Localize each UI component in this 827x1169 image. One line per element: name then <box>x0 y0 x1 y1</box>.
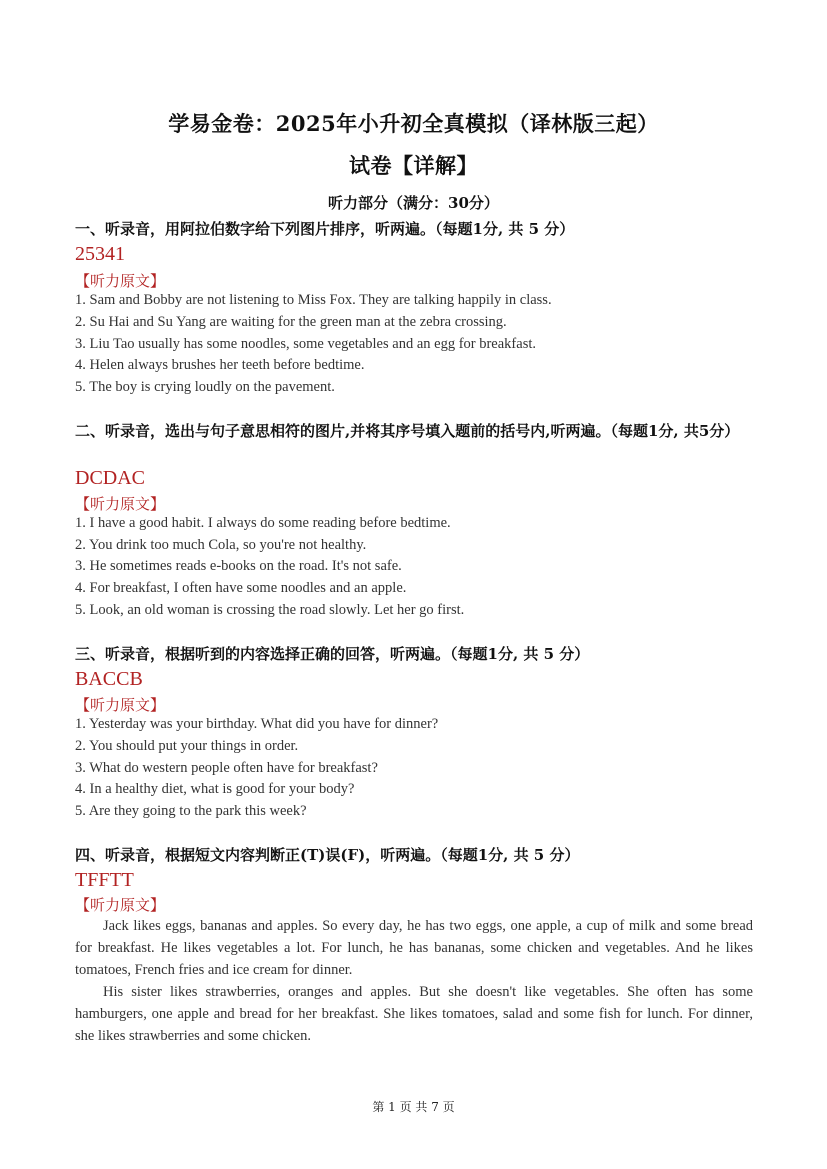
section-1-transcript-label: 【听力原文】 <box>75 272 166 290</box>
section-4-answer: TFFTT <box>75 869 134 891</box>
transcript-line: 3. Liu Tao usually has some noodles, some vegetables and an egg for breakfast. <box>75 336 536 352</box>
section-1-heading: 一、听录音，用阿拉伯数字给下列图片排序，听两遍。（每题1分, 共 5 分） <box>75 220 575 238</box>
transcript-line: 4. In a healthy diet, what is good for your body? <box>75 781 355 797</box>
transcript-line: 4. For breakfast, I often have some noodles and an apple. <box>75 580 407 596</box>
transcript-line: 5. The boy is crying loudly on the pavement. <box>75 379 335 395</box>
section-4-transcript-label: 【听力原文】 <box>75 896 166 914</box>
transcript-line: 2. Su Hai and Su Yang are waiting for the green man at the zebra crossing. <box>75 314 507 330</box>
transcript-line: 1. Sam and Bobby are not listening to Miss Fox. They are talking happily in class. <box>75 292 552 308</box>
section-3-answer: BACCB <box>75 668 143 690</box>
transcript-line: 3. What do western people often have for breakfast? <box>75 760 378 776</box>
transcript-line: 2. You should put your things in order. <box>75 738 299 754</box>
listening-part-heading: 听力部分（满分：30分） <box>328 194 499 212</box>
section-3-heading: 三、听录音，根据听到的内容选择正确的回答，听两遍。（每题1分, 共 5 分） <box>75 645 590 663</box>
section-4-heading: 四、听录音，根据短文内容判断正(T)误(F)，听两遍。（每题1分, 共 5 分） <box>75 846 580 864</box>
page-number: 第 1 页 共 7 页 <box>372 1100 455 1114</box>
transcript-line: 1. I have a good habit. I always do some reading before bedtime. <box>75 515 451 531</box>
section-3-transcript-label: 【听力原文】 <box>75 696 166 714</box>
transcript-line: 5. Look, an old woman is crossing the road slowly. Let her go first. <box>75 602 465 618</box>
transcript-line: 3. He sometimes reads e-books on the road. It's not safe. <box>75 558 402 574</box>
transcript-line: 5. Are they going to the park this week? <box>75 803 307 819</box>
document-title: 学易金卷：2025年小升初全真模拟（译林版三起） <box>168 111 659 136</box>
transcript-line: 2. You drink too much Cola, so you're not healthy. <box>75 537 367 553</box>
section-2-transcript-label: 【听力原文】 <box>75 495 166 513</box>
section-2-heading: 二、听录音，选出与句子意思相符的图片,并将其序号填入题前的括号内,听两遍。（每题1分, 共5分） <box>75 422 740 440</box>
transcript-line: 4. Helen always brushes her teeth before bedtime. <box>75 357 365 373</box>
section-2-answer: DCDAC <box>75 467 146 489</box>
transcript-line: 1. Yesterday was your birthday. What did you have for dinner? <box>75 716 439 732</box>
transcript-paragraph: His sister likes strawberries, oranges and apples. But she doesn't like vegetables. She often has some hamburgers, one apple and bread for her breakfast. She likes tomatoes, salad and some fish for lunch. For dinner, she likes strawberries and some chicken. <box>75 984 753 1044</box>
section-1-answer: 25341 <box>75 243 125 265</box>
transcript-paragraph: Jack likes eggs, bananas and apples. So every day, he has two eggs, one apple, a cup of milk and some bread for breakfast. He likes vegetables a lot. For lunch, he has bananas, some chicken and vegetables. And he likes tomatoes, French fries and ice cream for dinner. <box>75 918 753 978</box>
document-subtitle: 试卷【详解】 <box>349 153 478 178</box>
